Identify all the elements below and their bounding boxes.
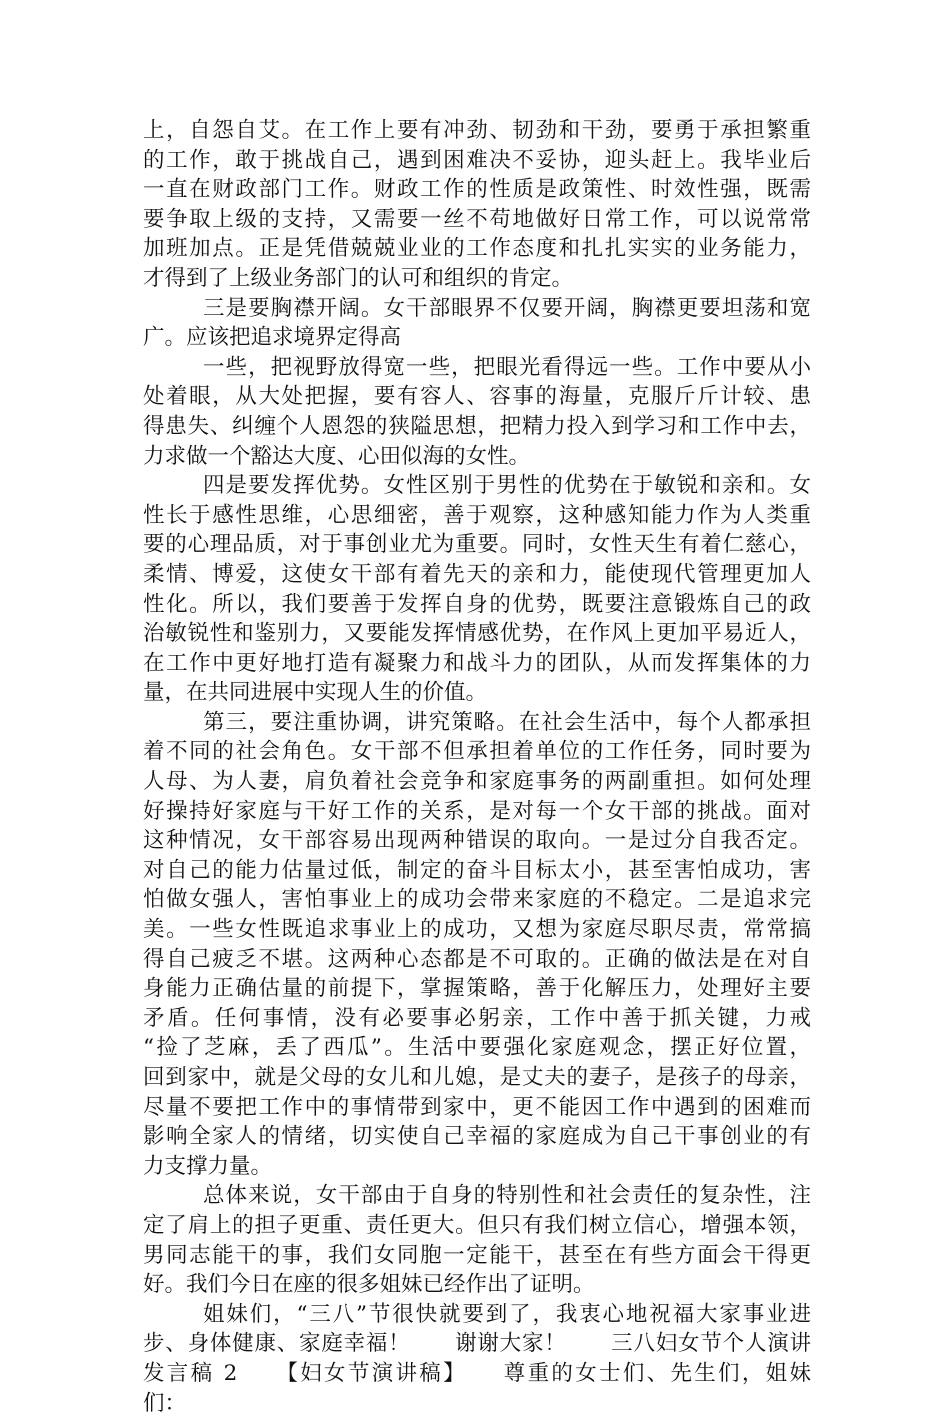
- text-line: 上，自怨自艾。在工作上要有冲劲、韧劲和干劲，要勇于承担繁重: [143, 118, 811, 143]
- text-line: 姐妹们，“三八”节很快就要到了，我衷心地祝福大家事业进: [203, 1301, 811, 1327]
- text-line: 三是要胸襟开阔。女干部眼界不仅要开阔，胸襟更要坦荡和宽: [203, 295, 811, 321]
- text-line: 步、身体健康、家庭幸福！ 谢谢大家！ 三八妇女节个人演讲: [143, 1331, 811, 1357]
- text-line: 人母、为人妻，肩负着社会竞争和家庭事务的两副重担。如何处理: [143, 769, 811, 795]
- text-line: 矛盾。任何事情，没有必要事必躬亲，工作中善于抓关键，力戒: [143, 1005, 811, 1031]
- text-line: 柔情、博爱，这使女干部有着先天的亲和力，能使现代管理更加人: [143, 561, 811, 587]
- text-line: 一直在财政部门工作。财政工作的性质是政策性、时效性强，既需: [143, 177, 811, 203]
- text-line: 发言稿 2 【妇女节演讲稿】 尊重的女士们、先生们，姐妹: [143, 1360, 811, 1386]
- text-line: 处着眼，从大处把握，要有容人、容事的海量，克服斤斤计较、患: [143, 384, 811, 410]
- text-line: 的工作，敢于挑战自己，遇到困难决不妥协，迎头赶上。我毕业后: [143, 147, 811, 173]
- text-line: 这种情况，女干部容易出现两种错误的取向。一是过分自我否定。: [143, 828, 811, 854]
- text-line: 加班加点。正是凭借兢兢业业的工作态度和扎扎实实的业务能力，: [143, 236, 811, 262]
- text-line: 广。应该把追求境界定得高: [143, 325, 402, 351]
- text-line: 性化。所以，我们要善于发挥自身的优势，既要注意锻炼自己的政: [143, 591, 811, 617]
- text-line: 才得到了上级业务部门的认可和组织的肯定。: [143, 265, 574, 291]
- text-line: 量，在共同进展中实现人生的价值。: [143, 680, 488, 706]
- text-line: 要争取上级的支持，又需要一丝不苟地做好日常工作，可以说常常: [143, 206, 811, 232]
- text-line: 定了肩上的担子更重、责任更大。但只有我们树立信心，增强本领，: [143, 1212, 811, 1238]
- text-line: 性长于感性思维，心思细密，善于观察，这种感知能力作为人类重: [143, 502, 811, 528]
- text-line: 一些，把视野放得宽一些，把眼光看得远一些。工作中要从小: [203, 354, 811, 380]
- text-line: 男同志能干的事，我们女同胞一定能干，甚至在有些方面会干得更: [143, 1242, 811, 1268]
- text-line: 尽量不要把工作中的事情带到家中，更不能因工作中遇到的困难而: [143, 1094, 811, 1120]
- text-line: 在工作中更好地打造有凝聚力和战斗力的团队，从而发挥集体的力: [143, 650, 811, 676]
- text-line: 美。一些女性既追求事业上的成功，又想为家庭尽职尽责，常常搞: [143, 917, 811, 943]
- text-line: 力支撑力量。: [143, 1153, 273, 1179]
- text-line: 第三，要注重协调，讲究策略。在社会生活中，每个人都承担: [203, 709, 811, 735]
- text-line: 身能力正确估量的前提下，掌握策略，善于化解压力，处理好主要: [143, 976, 811, 1002]
- text-line: 回到家中，就是父母的女儿和儿媳，是丈夫的妻子，是孩子的母亲，: [143, 1065, 811, 1090]
- text-line: 好。我们今日在座的很多姐妹已经作出了证明。: [143, 1272, 595, 1298]
- text-line: 要的心理品质，对于事创业尤为重要。同时，女性天生有着仁慈心，: [143, 532, 811, 558]
- text-line: 对自己的能力估量过低，制定的奋斗目标太小，甚至害怕成功，害: [143, 857, 811, 883]
- text-line: 得患失、纠缠个人恩怨的狭隘思想，把精力投入到学习和工作中去，: [143, 413, 811, 439]
- text-line: 们：: [143, 1390, 187, 1416]
- text-line: “捡了芝麻，丢了西瓜”。生活中要强化家庭观念，摆正好位置，: [143, 1035, 811, 1061]
- text-line: 影响全家人的情绪，切实使自己幸福的家庭成为自己干事创业的有: [143, 1124, 811, 1150]
- text-line: 四是要发挥优势。女性区别于男性的优势在于敏锐和亲和。女: [203, 473, 811, 499]
- document-page: [143, 116, 811, 1418]
- text-line: 怕做女强人，害怕事业上的成功会带来家庭的不稳定。二是追求完: [143, 887, 811, 913]
- text-line: 力求做一个豁达大度、心田似海的女性。: [143, 443, 531, 469]
- text-line: 好操持好家庭与干好工作的关系，是对每一个女干部的挑战。面对: [143, 798, 811, 824]
- text-line: 总体来说，女干部由于自身的特别性和社会责任的复杂性，注: [203, 1183, 811, 1209]
- text-line: 得自己疲乏不堪。这两种心态都是不可取的。正确的做法是在对自: [143, 946, 811, 972]
- text-line: 治敏锐性和鉴别力，又要能发挥情感优势，在作风上更加平易近人，: [143, 621, 811, 647]
- text-line: 着不同的社会角色。女干部不但承担着单位的工作任务，同时要为: [143, 739, 811, 765]
